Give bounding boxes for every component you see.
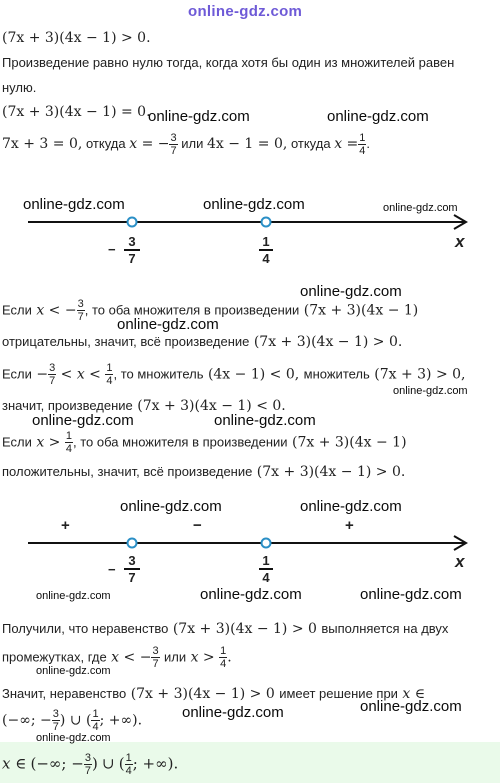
open-point-right: [262, 218, 271, 227]
conclusion-line-4: (−∞; − $\frac{3}{7}$ ) ∪ ( $\frac{1}{4}$ ; +∞).: [2, 708, 143, 733]
axis-label-left: $\frac{3}{7}$: [124, 553, 140, 585]
watermark: online-gdz.com: [393, 385, 468, 397]
fraction: $\frac{1}{4}$: [359, 132, 366, 157]
case-3-line-2: положительны, значит, всё произведение (7x + 3)(4x − 1) > 0.: [2, 464, 406, 480]
watermark: online-gdz.com: [300, 498, 402, 515]
watermark: online-gdz.com: [23, 196, 125, 213]
case-1-line-2: отрицательны, значит, всё произведение (7x + 3)(4x − 1) > 0.: [2, 334, 403, 350]
conclusion-line-3: Значит, неравенство (7x + 3)(4x − 1) > 0 имеет решение при x ∈: [2, 686, 426, 702]
number-line: [0, 210, 500, 240]
watermark: online-gdz.com: [300, 283, 402, 300]
watermark: online-gdz.com: [383, 202, 458, 214]
inequality: (7x + 3)(4x − 1) > 0.: [2, 30, 151, 46]
watermark: online-gdz.com: [327, 108, 429, 125]
conclusion-line-2: промежутках, где x < − $\frac{3}{7}$ или x > $\frac{1}{4}$ .: [2, 645, 232, 670]
watermark: online-gdz.com: [360, 698, 462, 715]
text-line: нулю.: [2, 80, 37, 95]
axis-label-left-sign: −: [108, 242, 116, 257]
watermark: online-gdz.com: [32, 412, 134, 429]
number-line-signs: [0, 532, 500, 562]
open-point-left: [128, 218, 137, 227]
answer-line: x ∈ (−∞; − $\frac{3}{7}$ ) ∪ ( $\frac{1}{4}$ ; +∞).: [2, 752, 179, 777]
watermark: online-gdz.com: [36, 732, 111, 744]
watermark-top: online-gdz.com: [188, 3, 303, 20]
case-2-line-1: Если − $\frac{3}{7}$ < x < $\frac{1}{4}$ , то множитель (4x − 1) < 0, множитель (7x + 3) > 0,: [2, 362, 466, 387]
watermark: online-gdz.com: [360, 586, 462, 603]
case-2-line-2: значит, произведение (7x + 3)(4x − 1) < 0.: [2, 398, 286, 414]
conclusion-line-1: Получили, что неравенство (7x + 3)(4x − 1) > 0 выполняется на двух: [2, 621, 449, 637]
axis-label-right: $\frac{1}{4}$: [259, 234, 273, 266]
watermark: online-gdz.com: [117, 316, 219, 333]
axis-label-left: $\frac{3}{7}$: [124, 234, 140, 266]
watermark: online-gdz.com: [182, 704, 284, 721]
case-3-line-1: Если x > $\frac{1}{4}$ , то оба множителя в произведении (7x + 3)(4x − 1): [2, 430, 407, 455]
watermark: online-gdz.com: [203, 196, 305, 213]
watermark: online-gdz.com: [36, 590, 111, 602]
open-point-right: [262, 539, 271, 548]
case-1-line-1: Если x < − $\frac{3}{7}$ , то оба множителя в произведении (7x + 3)(4x − 1): [2, 298, 419, 323]
axis-label-left-sign: −: [108, 562, 116, 577]
axis-x-label: x: [455, 232, 465, 251]
interval-sign: −: [193, 517, 202, 534]
watermark: online-gdz.com: [120, 498, 222, 515]
roots-line: 7x + 3 = 0, откуда x = − $\frac{3}{7}$ или 4x − 1 = 0, откуда x = $\frac{1}{4}$ .: [2, 132, 371, 157]
open-point-left: [128, 539, 137, 548]
watermark: online-gdz.com: [200, 586, 302, 603]
watermark: online-gdz.com: [148, 108, 250, 125]
axis-x-label: x: [455, 552, 465, 571]
interval-sign: +: [345, 517, 354, 534]
watermark: online-gdz.com: [214, 412, 316, 429]
text-line: Произведение равно нулю тогда, когда хотя бы один из множителей равен: [2, 55, 455, 70]
axis-label-right: $\frac{1}{4}$: [259, 553, 273, 585]
watermark: online-gdz.com: [36, 665, 111, 677]
interval-sign: +: [61, 517, 70, 534]
equation: (7x + 3)(4x − 1) = 0.: [2, 104, 151, 120]
fraction: $\frac{3}{7}$: [170, 132, 177, 157]
